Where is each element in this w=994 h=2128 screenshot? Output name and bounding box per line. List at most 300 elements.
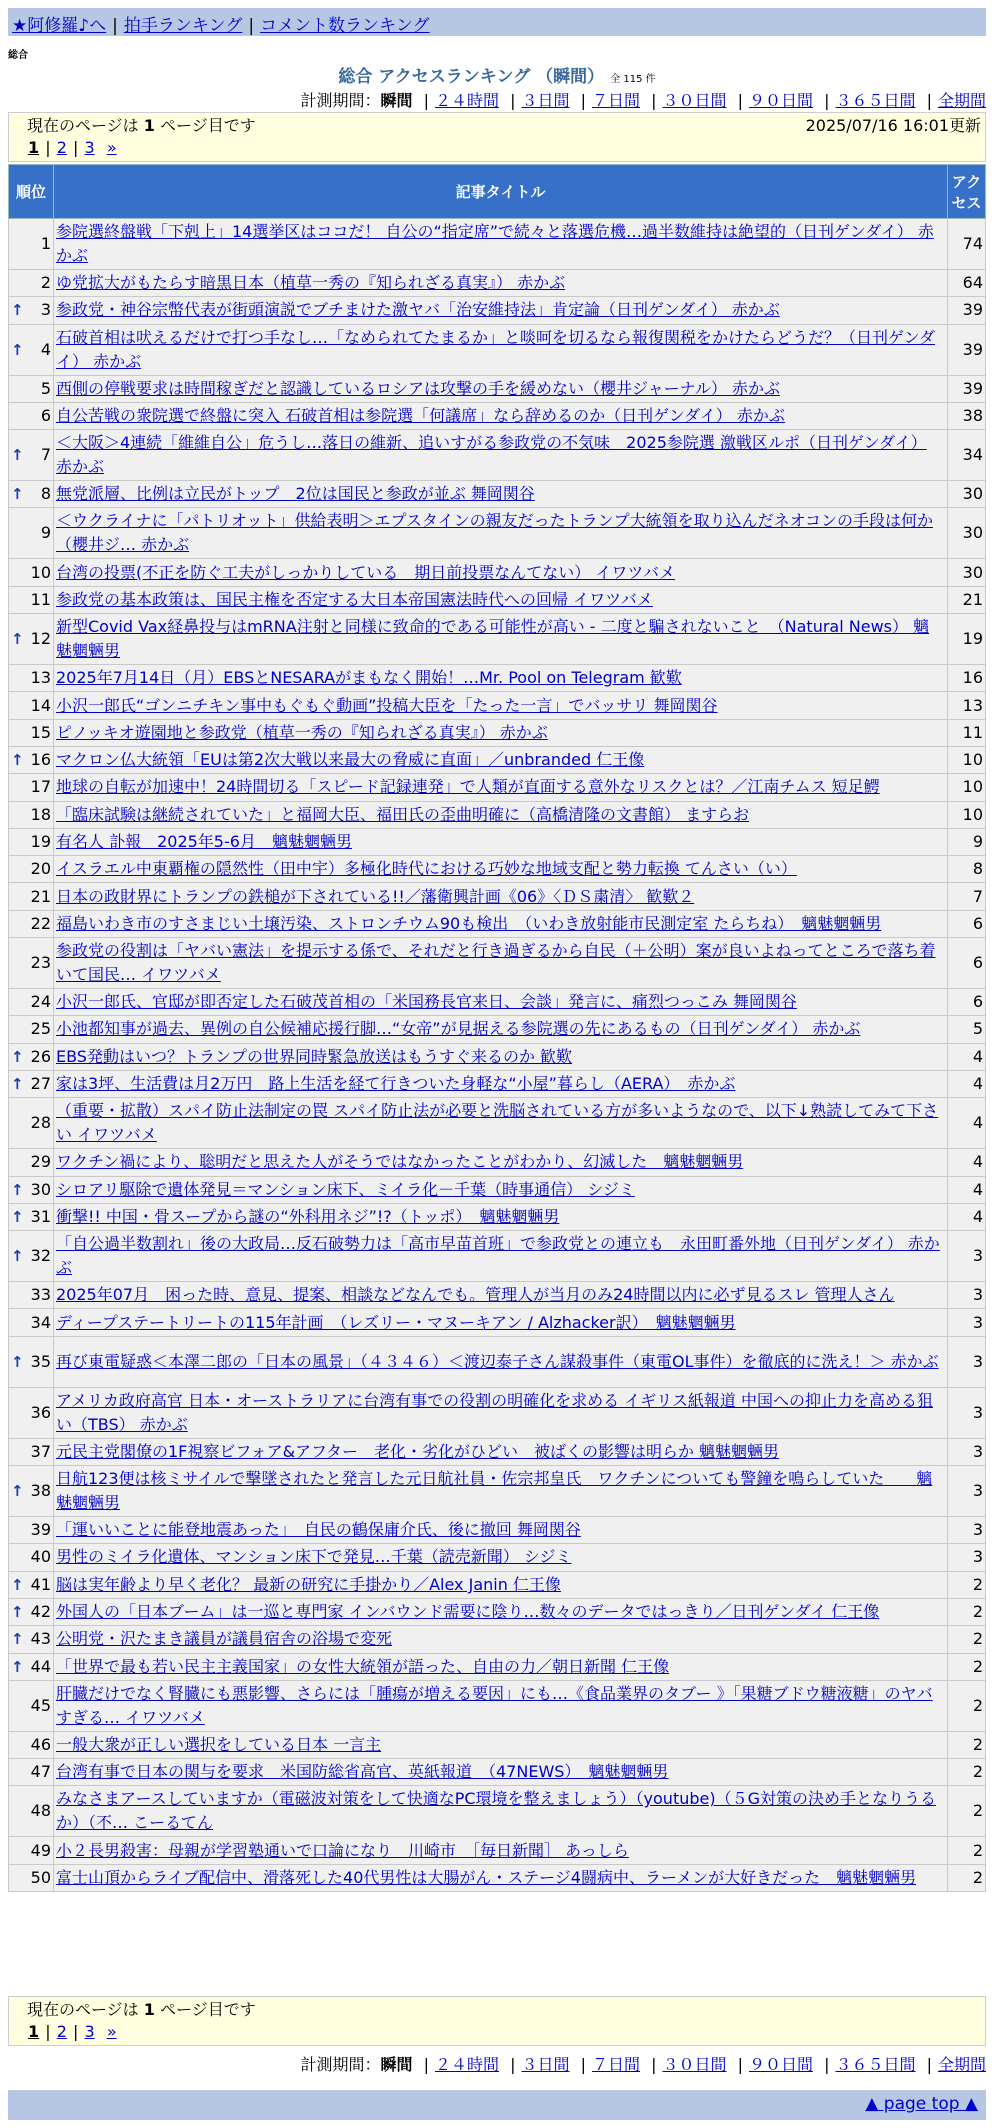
- total-count: 全 115 件: [610, 74, 656, 85]
- period-label: 計測期間：: [300, 91, 381, 110]
- rank-number: 50: [30, 1867, 51, 1887]
- title-cell: [54, 1070, 948, 1097]
- title-cell: [54, 614, 948, 665]
- article-link[interactable]: 一般大衆が正しい選択をしている日本 一言主: [56, 1734, 382, 1754]
- rank-number: 15: [30, 722, 51, 742]
- table-row: [9, 1544, 986, 1571]
- access-count: 64: [948, 270, 986, 297]
- article-link[interactable]: 有名人 訃報 2025年5-6月 魑魅魍魎男: [56, 832, 352, 851]
- access-count: 5: [948, 1016, 986, 1043]
- paging-box-bottom: [8, 1996, 986, 2046]
- rank-cell: [9, 828, 54, 855]
- up-arrow-icon: ↑: [11, 340, 24, 359]
- article-link[interactable]: イスラエル中東覇権の隠然性（田中宇）多極化時代における巧妙な地域支配と勢力転換 てんさい（い）: [56, 859, 797, 879]
- title-cell: [54, 1626, 948, 1653]
- table-row: [9, 586, 986, 613]
- rank-number: 29: [30, 1152, 51, 1172]
- access-count: 39: [948, 324, 986, 375]
- table-row: [9, 1653, 986, 1680]
- title-cell: [54, 508, 948, 559]
- table-row: [9, 1016, 986, 1043]
- rank-number: 1: [40, 234, 51, 253]
- period-link-3d[interactable]: ３日間: [521, 2055, 570, 2074]
- table-row: [9, 1282, 986, 1309]
- article-link[interactable]: 肝臓だけでなく腎臓にも悪影響、さらには「腫瘍が増える要因」にも…《食品業界のタブー 》「果糖ブドウ糖液糖」のヤバすぎる… イワツバメ: [56, 1683, 933, 1727]
- title-cell: [54, 801, 948, 828]
- access-count: 39: [948, 297, 986, 324]
- article-link[interactable]: 台湾の投票(不正を防ぐ工夫がしっかりしている 期日前投票なんてない） イワツバメ: [56, 562, 676, 582]
- access-count: 2: [948, 1626, 986, 1653]
- access-count: 4: [948, 1149, 986, 1176]
- title-cell: [54, 481, 948, 508]
- article-link[interactable]: ゆ党拡大がもたらす暗黒日本（植草一秀の『知られざる真実』） 赤かぶ: [56, 273, 566, 293]
- article-link[interactable]: 公明党・沢たまき議員が議員宿舎の浴場で変死: [56, 1629, 393, 1649]
- access-count: 16: [948, 665, 986, 692]
- table-row: [9, 1336, 986, 1387]
- access-count: 10: [948, 801, 986, 828]
- access-count: 3: [948, 1438, 986, 1465]
- rank-number: 37: [30, 1441, 51, 1461]
- table-row: [9, 1466, 986, 1517]
- article-link[interactable]: （重要・拡散）スパイ防止法制定の罠 スパイ防止法が必要と洗脳されている方が多いようなので、以下↓熟読してみて下さい イワツバメ: [56, 1101, 939, 1145]
- table-row: [9, 1598, 986, 1625]
- period-link-3d[interactable]: ３日間: [521, 91, 570, 110]
- title-cell: [54, 1864, 948, 1891]
- access-count: 34: [948, 430, 986, 481]
- access-count: 30: [948, 508, 986, 559]
- rank-cell: [9, 1626, 54, 1653]
- article-link[interactable]: 参政党の基本政策は、国民主権を否定する大日本帝国憲法時代への回帰 イワツバメ: [56, 589, 653, 609]
- rank-number: 2: [40, 273, 51, 293]
- rank-cell: [9, 1176, 54, 1203]
- title-cell: [54, 1231, 948, 1282]
- title-cell: [54, 430, 948, 481]
- rank-cell: [9, 801, 54, 828]
- period-link-7d[interactable]: ７日間: [591, 2055, 640, 2074]
- rank-number: 30: [30, 1179, 51, 1199]
- article-link[interactable]: シロアリ駆除で遺体発見＝マンション床下、ミイラ化－千葉（時事通信） シジミ: [56, 1179, 635, 1199]
- access-count: 2: [948, 1759, 986, 1786]
- top-nav-bar: [8, 8, 986, 36]
- article-link[interactable]: 福島いわき市のすさまじい土壌汚染、ストロンチウム90も検出 （いわき放射能市民測定室 たらちね） 魑魅魍魎男: [56, 913, 882, 933]
- rank-number: 19: [30, 832, 51, 851]
- title-cell: [54, 1149, 948, 1176]
- period-link-90d[interactable]: ９０日間: [748, 2055, 813, 2074]
- title-cell: [54, 324, 948, 375]
- table-row: [9, 481, 986, 508]
- rank-cell: [9, 1336, 54, 1387]
- access-count: 19: [948, 614, 986, 665]
- article-link[interactable]: 新型Covid Vax経鼻投与はmRNA注射と同様に致命的である可能性が高い - 二度と騙されないこと （Natural News） 魑魅魍魎男: [56, 617, 930, 661]
- table-row: [9, 559, 986, 586]
- up-arrow-icon: ↑: [11, 1247, 24, 1266]
- table-row: [9, 1571, 986, 1598]
- period-link-365d[interactable]: ３６５日間: [835, 2055, 916, 2074]
- rank-number: 25: [30, 1019, 51, 1039]
- rank-cell: [9, 1517, 54, 1544]
- access-count: 4: [948, 1070, 986, 1097]
- table-row: [9, 1387, 986, 1438]
- table-row: [9, 665, 986, 692]
- period-link-7d[interactable]: ７日間: [591, 91, 640, 110]
- rank-cell: [9, 1731, 54, 1758]
- title-cell: [54, 1571, 948, 1598]
- article-link[interactable]: 参政党の役割は「ヤバい憲法」を提示する係で、それだと行き過ぎるから自民（＋公明）案が良いよねってところで落ち着いて国民… イワツバメ: [56, 941, 936, 985]
- article-link[interactable]: 「臨床試験は継続されていた」と福岡大臣、福田氏の歪曲明確に（高橋清隆の文書館） ますらお: [56, 804, 750, 824]
- table-row: [9, 746, 986, 773]
- title-cell: [54, 1759, 948, 1786]
- article-link[interactable]: 西側の停戦要求は時間稼ぎだと認識しているロシアは攻撃の手を緩めない（櫻井ジャーナル） 赤かぶ: [56, 378, 780, 398]
- access-count: 9: [948, 828, 986, 855]
- page-numbers: 1 | 2 | 3 »: [28, 138, 117, 157]
- rank-cell: [9, 481, 54, 508]
- table-row: [9, 883, 986, 910]
- page-link-3[interactable]: 3: [84, 138, 95, 157]
- access-count: 2: [948, 1731, 986, 1758]
- access-count: 2: [948, 1786, 986, 1837]
- table-row: [9, 1309, 986, 1336]
- up-arrow-icon: ↑: [11, 1047, 24, 1066]
- table-row: [9, 324, 986, 375]
- nav-separator: |: [112, 16, 118, 36]
- table-row: [9, 1438, 986, 1465]
- table-row: [9, 508, 986, 559]
- access-count: 11: [948, 719, 986, 746]
- rank-cell: [9, 1016, 54, 1043]
- title-column-header: 記事タイトル: [54, 165, 948, 219]
- rank-cell: [9, 774, 54, 801]
- rank-number: 48: [30, 1801, 51, 1821]
- title-cell: [54, 1282, 948, 1309]
- title-cell: [54, 774, 948, 801]
- table-row: [9, 375, 986, 402]
- access-count: 13: [948, 692, 986, 719]
- article-link[interactable]: 小沢一郎氏“ゴンニチキン事中もぐもぐ動画”投稿大臣を「たった一言」でバッサリ 舞岡関谷: [56, 695, 718, 715]
- table-row: [9, 219, 986, 270]
- article-link[interactable]: ＜ウクライナに「パトリオット」供給表明＞エプスタインの親友だったトランプ大統領を取り込んだネオコンの手段は何か（櫻井ジ… 赤かぶ: [56, 511, 933, 555]
- article-link[interactable]: 参政党・神谷宗幣代表が街頭演説でブチまけた激ヤバ「治安維持法」肯定論（日刊ゲンダイ） 赤かぶ: [56, 300, 780, 320]
- page-link-2[interactable]: 2: [56, 138, 67, 157]
- rank-cell: [9, 1438, 54, 1465]
- table-row: [9, 1786, 986, 1837]
- up-arrow-icon: ↑: [11, 630, 24, 649]
- table-row: [9, 1231, 986, 1282]
- rank-cell: [9, 508, 54, 559]
- rank-number: 38: [30, 1481, 51, 1501]
- article-link[interactable]: アメリカ政府高官 日本・オーストラリアに台湾有事での役割の明確化を求める イギリス紙報道 中国への抑止力を高める狙い（TBS） 赤かぶ: [56, 1390, 934, 1434]
- article-link[interactable]: 「自公過半数割れ」後の大政局…反石破勢力は「高市早苗首班」で参政党との連立も 永田町番外地（日刊ゲンダイ） 赤かぶ: [56, 1234, 940, 1278]
- access-count: 2: [948, 1837, 986, 1864]
- rank-cell: [9, 910, 54, 937]
- article-link[interactable]: 脳は実年齢より早く老化？ 最新の研究に手掛かり／Alex Janin 仁王像: [56, 1574, 561, 1594]
- rank-number: 23: [30, 953, 51, 973]
- table-row: [9, 430, 986, 481]
- article-link[interactable]: 2025年7月14日（月）EBSとNESARAがまもなく開始！…Mr. Pool on Telegram 歓歎: [56, 668, 682, 688]
- rank-cell: [9, 665, 54, 692]
- article-link[interactable]: 家は3坪、生活費は月2万円 路上生活を経て行きついた身軽な“小屋”暮らし（AERA） 赤かぶ: [56, 1074, 736, 1094]
- article-link[interactable]: 台湾有事で日本の関与を要求 米国防総省高官、英紙報道 （47NEWS） 魑魅魍魎男: [56, 1762, 669, 1782]
- rank-cell: [9, 719, 54, 746]
- title-cell: [54, 1098, 948, 1149]
- title-cell: [54, 828, 948, 855]
- title-cell: [54, 1387, 948, 1438]
- title-cell: [54, 1438, 948, 1465]
- article-link[interactable]: 男性のミイラ化遺体、マンション床下で発見…千葉（読売新聞） シジミ: [56, 1547, 572, 1567]
- rank-number: 43: [30, 1629, 51, 1649]
- access-count: 8: [948, 856, 986, 883]
- table-row: [9, 719, 986, 746]
- period-selector-top: 計測期間：瞬間 | ２４時間 | ３日間 | ７日間 | ３０日間 | ９０日間 | ３６５日間 | 全期間: [300, 91, 986, 110]
- article-link[interactable]: 「運いいことに能登地震あった」 自民の鶴保庸介氏、後に撤回 舞岡関谷: [56, 1520, 581, 1540]
- title-cell: [54, 938, 948, 989]
- rank-cell: [9, 430, 54, 481]
- up-arrow-icon: ↑: [11, 1075, 24, 1094]
- table-row: [9, 1149, 986, 1176]
- up-arrow-icon: ↑: [11, 1575, 24, 1594]
- article-link[interactable]: 参院選終盤戦「下剋上」14選挙区はココだ！ 自公の“指定席”で続々と落選危機…過半数維持は絶望的（日刊ゲンダイ） 赤かぶ: [56, 222, 934, 265]
- rank-cell: [9, 1837, 54, 1864]
- up-arrow-icon: ↑: [11, 1207, 24, 1226]
- rank-number: 28: [30, 1113, 51, 1133]
- title-cell: [54, 1466, 948, 1517]
- title-cell: [54, 1598, 948, 1625]
- access-column-header: アクセス: [948, 165, 986, 219]
- page-title: 総合 アクセスランキング （瞬間）: [338, 67, 605, 87]
- title-cell: [54, 856, 948, 883]
- article-link[interactable]: 小２長男殺害：母親が学習塾通いで口論になり 川崎市 ［毎日新聞］ あっしら: [56, 1840, 629, 1860]
- table-row: [9, 270, 986, 297]
- period-current: 瞬間: [380, 2055, 413, 2074]
- rank-cell: [9, 1680, 54, 1731]
- applause-ranking-link[interactable]: 拍手ランキング: [123, 16, 243, 36]
- rank-number: 21: [30, 886, 51, 906]
- article-link[interactable]: 富士山頂からライブ配信中、滑落死した40代男性は大腸がん・ステージ4闘病中、ラーメンが大好きだった 魑魅魍魎男: [56, 1867, 917, 1887]
- table-row: [9, 1203, 986, 1230]
- page-link-current: 1: [28, 138, 40, 157]
- access-count: 6: [948, 989, 986, 1016]
- rank-cell: [9, 1653, 54, 1680]
- article-link[interactable]: 衝撃!! 中国・骨スープから謎の“外科用ネジ”!?（トッポ） 魑魅魍魎男: [56, 1206, 560, 1226]
- up-arrow-icon: ↑: [11, 446, 24, 465]
- rank-cell: [9, 1309, 54, 1336]
- period-label: 計測期間：: [300, 2055, 381, 2074]
- access-count: 10: [948, 774, 986, 801]
- rank-cell: [9, 324, 54, 375]
- rank-number: 31: [30, 1206, 51, 1226]
- rank-cell: [9, 1070, 54, 1097]
- period-selector-bottom: 計測期間：瞬間 | ２４時間 | ３日間 | ７日間 | ３０日間 | ９０日間 | ３６５日間 | 全期間: [300, 2055, 986, 2074]
- article-link[interactable]: みなさまアースしていますか（電磁波対策をして快適なPC環境を整えましょう）（youtube)（５G対策の決め手となりうるか）（不… こーるてん: [56, 1789, 936, 1833]
- access-count: 2: [948, 1571, 986, 1598]
- page-link-3[interactable]: 3: [84, 2022, 95, 2041]
- rank-cell: [9, 614, 54, 665]
- period-link-90d[interactable]: ９０日間: [748, 91, 813, 110]
- title-cell: [54, 1336, 948, 1387]
- rank-cell: [9, 219, 54, 270]
- rank-number: 41: [30, 1574, 51, 1594]
- access-count: 4: [948, 1098, 986, 1149]
- rank-number: 34: [30, 1312, 51, 1332]
- title-cell: [54, 910, 948, 937]
- title-cell: [54, 883, 948, 910]
- table-row: [9, 1176, 986, 1203]
- rank-number: 27: [30, 1074, 51, 1094]
- article-link[interactable]: 自公苦戦の衆院選で終盤に突入 石破首相は参院選「何議席」なら辞めるのか（日刊ゲンダイ） 赤かぶ: [56, 406, 785, 426]
- rank-cell: [9, 1864, 54, 1891]
- rank-number: 9: [40, 523, 51, 543]
- article-link[interactable]: 無党派層、比例は立民がトップ 2位は国民と参政が並ぶ 舞岡関谷: [56, 484, 535, 504]
- title-cell: [54, 665, 948, 692]
- rank-cell: [9, 938, 54, 989]
- period-link-24h[interactable]: ２４時間: [434, 91, 499, 110]
- access-count: 3: [948, 1336, 986, 1387]
- rank-cell: [9, 1149, 54, 1176]
- period-link-365d[interactable]: ３６５日間: [835, 91, 916, 110]
- table-row: [9, 856, 986, 883]
- article-link[interactable]: 「世界で最も若い民主主義国家」の女性大統領が語った、自由の力／朝日新聞 仁王像: [56, 1656, 670, 1676]
- period-link-all[interactable]: 全期間: [937, 91, 986, 110]
- rank-number: 22: [30, 913, 51, 933]
- table-row: [9, 692, 986, 719]
- article-link[interactable]: 小沢一郎氏、官邸が即否定した石破茂首相の「米国務長官来日、会談」発言に、痛烈つっこみ 舞岡関谷: [56, 992, 797, 1012]
- access-count: 3: [948, 1309, 986, 1336]
- period-link-24h[interactable]: ２４時間: [434, 2055, 499, 2074]
- title-cell: [54, 1544, 948, 1571]
- period-link-30d[interactable]: ３０日間: [662, 2055, 727, 2074]
- title-cell: [54, 1176, 948, 1203]
- article-link[interactable]: 元民主党閣僚の1F視察ビフォア&アフター 老化・劣化がひどい 被ばくの影響は明らか 魑魅魍魎男: [56, 1441, 780, 1461]
- access-count: 4: [948, 1043, 986, 1070]
- up-arrow-icon: ↑: [11, 1180, 24, 1199]
- category-label: 総合: [8, 50, 28, 61]
- period-link-30d[interactable]: ３０日間: [662, 91, 727, 110]
- rank-number: 24: [30, 992, 51, 1012]
- title-cell: [54, 559, 948, 586]
- title-cell: [54, 297, 948, 324]
- table-row: [9, 297, 986, 324]
- next-page-link[interactable]: »: [106, 138, 117, 157]
- current-page-text: 現在のページは 1 ページ目です: [27, 2000, 256, 2019]
- table-row: [9, 1864, 986, 1891]
- period-link-all[interactable]: 全期間: [937, 2055, 986, 2074]
- rank-cell: [9, 1098, 54, 1149]
- ranking-heading: [0, 62, 994, 87]
- title-cell: [54, 219, 948, 270]
- article-link[interactable]: 2025年07月 困った時、意見、提案、相談などなんでも。管理人が当月のみ24時間以内に必ず見るスレ 管理人さん: [56, 1285, 895, 1305]
- rank-cell: [9, 297, 54, 324]
- article-link[interactable]: ディープステートリートの115年計画 （レズリー・マヌーキアン / Alzhacker訳） 魑魅魍魎男: [56, 1312, 736, 1332]
- access-count: 3: [948, 1387, 986, 1438]
- rank-cell: [9, 1598, 54, 1625]
- rank-cell: [9, 1282, 54, 1309]
- rank-cell: [9, 1466, 54, 1517]
- up-arrow-icon: ↑: [11, 1603, 24, 1622]
- article-link[interactable]: ＜大阪＞4連続「維維自公」危うし…落日の維新、追いすがる参政党の不気味 2025参院選 激戦区ルポ（日刊ゲンダイ） 赤かぶ: [56, 433, 927, 477]
- rank-number: 17: [30, 777, 51, 797]
- comment-ranking-link[interactable]: コメント数ランキング: [260, 16, 430, 36]
- rank-number: 46: [30, 1734, 51, 1754]
- access-count: 2: [948, 1864, 986, 1891]
- rank-cell: [9, 375, 54, 402]
- article-link[interactable]: ピノッキオ遊園地と参政党（植草一秀の『知られざる真実』） 赤かぶ: [56, 722, 548, 742]
- access-count: 38: [948, 402, 986, 429]
- rank-number: 11: [30, 589, 51, 609]
- access-count: 6: [948, 910, 986, 937]
- rank-column-header: 順位: [9, 165, 54, 219]
- article-link[interactable]: マクロン仏大統領「EUは第2次大戦以来最大の脅威に直面」／unbranded 仁王像: [56, 750, 645, 770]
- title-cell: [54, 1786, 948, 1837]
- table-row: [9, 801, 986, 828]
- rank-number: 44: [30, 1656, 51, 1676]
- article-link[interactable]: ワクチン禍により、聡明だと思えた人がそうではなかったことがわかり、幻滅した 魑魅魍魎男: [56, 1152, 744, 1172]
- article-link[interactable]: 日航123便は核ミサイルで撃墜されたと発言した元日航社員・佐宗邦皇氏 ワクチンについても警鐘を鳴らしていた 魑魅魍魎男: [56, 1469, 933, 1513]
- page-top-link[interactable]: ▲ page top ▲: [865, 2094, 978, 2114]
- next-page-link[interactable]: »: [106, 2022, 117, 2041]
- table-row: [9, 1837, 986, 1864]
- title-cell: [54, 1731, 948, 1758]
- title-cell: [54, 270, 948, 297]
- access-count: 2: [948, 1680, 986, 1731]
- table-row: [9, 1070, 986, 1097]
- access-count: 39: [948, 375, 986, 402]
- rank-number: 42: [30, 1602, 51, 1622]
- table-row: [9, 938, 986, 989]
- title-cell: [54, 1680, 948, 1731]
- access-count: 3: [948, 1231, 986, 1282]
- rank-cell: [9, 1231, 54, 1282]
- article-link[interactable]: 石破首相は吠えるだけで打つ手なし…「なめられてたまるか」と啖呵を切るなら報復関税をかけたらどうだ？（日刊ゲンダイ） 赤かぶ: [56, 327, 936, 371]
- article-link[interactable]: EBS発動はいつ？トランプの世界同時緊急放送はもうすぐ来るのか 歓歎: [56, 1046, 573, 1066]
- title-cell: [54, 1016, 948, 1043]
- rank-cell: [9, 1544, 54, 1571]
- title-cell: [54, 375, 948, 402]
- access-count: 74: [948, 219, 986, 270]
- title-cell: [54, 719, 948, 746]
- article-link[interactable]: 日本の政財界にトランプの鉄槌が下されている!!／藩衛興計画《06》〈ＤＳ粛清〉 歓歎２: [56, 886, 695, 906]
- period-current: 瞬間: [380, 91, 413, 110]
- rank-number: 26: [30, 1046, 51, 1066]
- article-link[interactable]: 小池都知事が過去、異例の自公候補応援行脚…“女帝”が見据える参院選の先にあるもの（日刊ゲンダイ） 赤かぶ: [56, 1019, 861, 1039]
- table-row: [9, 774, 986, 801]
- rank-cell: [9, 1786, 54, 1837]
- home-link[interactable]: ★阿修羅♪へ: [12, 16, 107, 36]
- access-count: 6: [948, 938, 986, 989]
- up-arrow-icon: ↑: [11, 301, 24, 320]
- rank-cell: [9, 883, 54, 910]
- rank-number: 4: [40, 339, 51, 359]
- rank-cell: [9, 402, 54, 429]
- rank-cell: [9, 692, 54, 719]
- article-link[interactable]: 外国人の「日本ブーム」は一巡と専門家 インバウンド需要に陰り…数々のデータではっきり／日刊ゲンダイ 仁王像: [56, 1602, 880, 1622]
- table-row: [9, 1517, 986, 1544]
- article-link[interactable]: 地球の自転が加速中！24時間切る「スピード記録連発」で人類が直面する意外なリスクとは？／江南チムス 短足鰐: [56, 777, 880, 797]
- rank-number: 14: [30, 695, 51, 715]
- article-link[interactable]: 再び東電疑惑＜本澤二郎の「日本の風景」（４３４６）＜渡辺泰子さん謀殺事件（東電OL事件）を徹底的に洗え！＞ 赤かぶ: [56, 1351, 939, 1371]
- up-arrow-icon: ↑: [11, 1482, 24, 1501]
- title-cell: [54, 1309, 948, 1336]
- title-cell: [54, 989, 948, 1016]
- rank-number: 45: [30, 1695, 51, 1715]
- page-link-2[interactable]: 2: [56, 2022, 67, 2041]
- rank-cell: [9, 1043, 54, 1070]
- access-count: 21: [948, 586, 986, 613]
- rank-number: 47: [30, 1762, 51, 1782]
- rank-number: 5: [40, 378, 51, 398]
- table-row: [9, 1680, 986, 1731]
- rank-number: 6: [40, 406, 51, 426]
- access-count: 3: [948, 1466, 986, 1517]
- rank-number: 49: [30, 1840, 51, 1860]
